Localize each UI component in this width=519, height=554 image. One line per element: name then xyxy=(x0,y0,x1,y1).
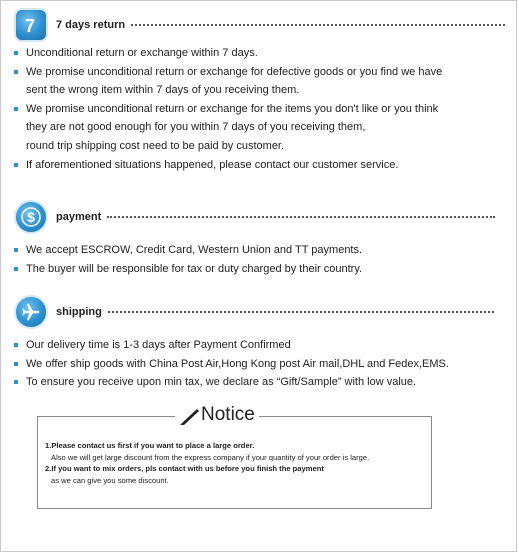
notice-heading xyxy=(175,404,259,426)
payment-title: payment xyxy=(56,211,102,223)
returns-divider xyxy=(131,24,505,26)
notice-title: Notice xyxy=(201,404,255,425)
payment-list xyxy=(14,242,362,279)
shipping-item: Our delivery time is 1-3 days after Payment Confirmed xyxy=(14,337,449,353)
airplane-icon xyxy=(14,295,48,329)
pen-icon xyxy=(179,406,201,426)
returns-item: If aforementioned situations happened, please contact our customer service. xyxy=(14,157,442,173)
svg-text:7: 7 xyxy=(25,16,36,36)
shipping-divider xyxy=(108,311,494,313)
shipping-item: We offer ship goods with China Post Air,Hong Kong post Air mail,DHL and Fedex,EMS. xyxy=(14,356,449,372)
payment-item: We accept ESCROW, Credit Card, Western Union and TT payments. xyxy=(14,242,362,258)
shipping-item: To ensure you receive upon min tax, we declare as “Gift/Sample” with low value. xyxy=(14,374,449,390)
returns-item-continuation: sent the wrong item within 7 days of you receiving them. xyxy=(26,84,300,97)
shipping-header xyxy=(14,295,494,329)
returns-item: We promise unconditional return or exchange for defective goods or you find we have xyxy=(14,64,442,80)
svg-text:$: $ xyxy=(27,209,35,225)
returns-header xyxy=(14,8,505,42)
notice-line-3: 2.If you want to mix orders, pls contact with us before you finish the payment xyxy=(45,464,324,473)
notice-line-4: as we can give you some discount. xyxy=(51,475,169,485)
seven-days-badge-icon xyxy=(14,8,48,42)
returns-item: We promise unconditional return or exchange for the items you don't like or you think xyxy=(14,101,442,117)
payment-divider xyxy=(107,216,495,218)
notice-line-2: Also we will get large discount from the express company if your quantity of your order is large. xyxy=(51,452,370,462)
payment-item: The buyer will be responsible for tax or duty charged by their country. xyxy=(14,261,362,277)
returns-item: Unconditional return or exchange within 7 days. xyxy=(14,45,442,61)
dollar-coin-icon xyxy=(14,200,48,234)
shipping-title: shipping xyxy=(56,306,102,318)
payment-header xyxy=(14,200,495,234)
returns-item-continuation: they are not good enough for you within 7 days of you receiving them, xyxy=(26,121,366,134)
returns-item-continuation: round trip shipping cost need to be paid by customer. xyxy=(26,139,285,152)
notice-line-1: 1.Please contact us first if you want to place a large order. xyxy=(45,441,255,450)
notice-text xyxy=(45,440,369,486)
shipping-list xyxy=(14,337,449,393)
returns-title: 7 days return xyxy=(56,19,126,31)
returns-list xyxy=(14,45,442,175)
